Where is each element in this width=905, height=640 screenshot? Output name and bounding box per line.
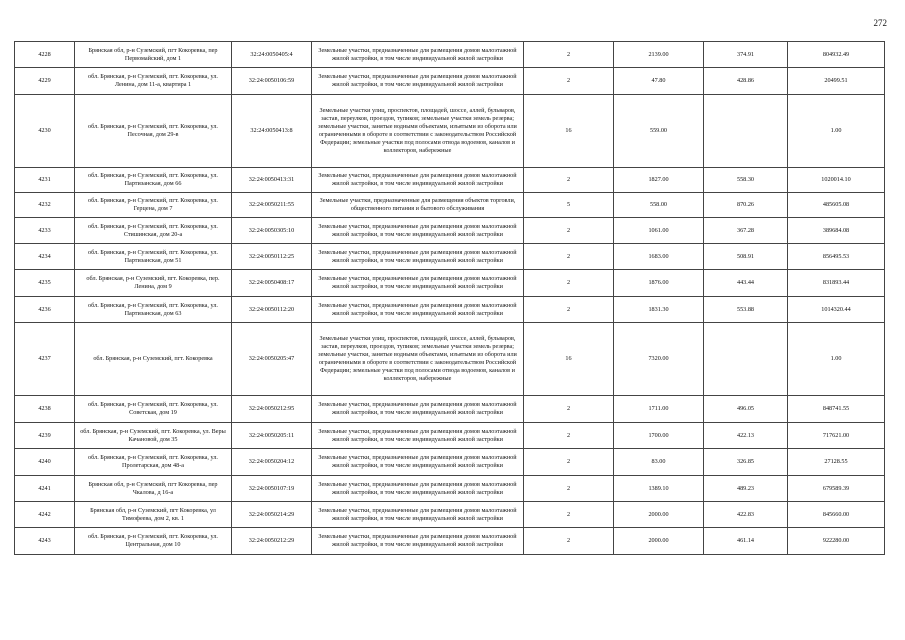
address-cell: обл. Брянская, р-н Суземский, пгт. Кокоревка, ул. Песочная, дом 29-в [75, 95, 232, 168]
cadastral-value-cell: 485605.08 [788, 193, 885, 218]
land-use-cell: Земельные участки, предназначенные для размещения домов малоэтажной жилой застройки, в том числе индивидуальной жилой застройки [312, 502, 524, 528]
use-code-cell: 2 [524, 502, 614, 528]
use-code-cell: 2 [524, 528, 614, 555]
use-code-cell: 5 [524, 193, 614, 218]
row-number-cell: 4243 [15, 528, 75, 555]
cadastral-number-cell: 32:24:0050112:20 [232, 297, 312, 323]
row-number-cell: 4234 [15, 244, 75, 270]
land-use-cell: Земельные участки, предназначенные для размещения домов малоэтажной жилой застройки, в том числе индивидуальной жилой застройки [312, 476, 524, 502]
cadastral-number-cell: 32:24:0050405:4 [232, 42, 312, 68]
use-code-cell: 2 [524, 476, 614, 502]
use-code-cell: 2 [524, 423, 614, 449]
area-cell: 1700.00 [614, 423, 704, 449]
use-code-cell: 2 [524, 270, 614, 297]
specific-value-cell [704, 323, 788, 396]
cadastral-number-cell: 32:24:0050408:17 [232, 270, 312, 297]
row-number-cell: 4233 [15, 218, 75, 244]
cadastral-value-cell: 1020014.10 [788, 168, 885, 193]
area-cell: 1827.00 [614, 168, 704, 193]
address-cell: обл. Брянская, р-н Суземский, пгт. Кокоревка, ул. Пролетарская, дом 48-а [75, 449, 232, 476]
cadastral-number-cell: 32:24:0050106:59 [232, 68, 312, 95]
use-code-cell: 2 [524, 168, 614, 193]
row-number-cell: 4235 [15, 270, 75, 297]
cadastral-value-cell: 856495.53 [788, 244, 885, 270]
specific-value-cell: 496.05 [704, 396, 788, 423]
table-row [15, 193, 885, 218]
cadastral-number-cell: 32:24:0050212:29 [232, 528, 312, 555]
row-number-cell: 4242 [15, 502, 75, 528]
area-cell: 1389.10 [614, 476, 704, 502]
address-cell: обл. Брянская, р-н Суземский, пгт. Кокоревка, ул. Советская, дом 19 [75, 396, 232, 423]
specific-value-cell: 508.91 [704, 244, 788, 270]
area-cell: 2139.00 [614, 42, 704, 68]
cadastral-number-cell: 32:24:0050214:29 [232, 502, 312, 528]
cadastral-number-cell: 32:24:0050205:47 [232, 323, 312, 396]
address-cell: Брянская обл, р-н Суземский, пгт Кокоревка, ул Тимофеева, дом 2, кв. 1 [75, 502, 232, 528]
use-code-cell: 2 [524, 396, 614, 423]
table-row [15, 270, 885, 297]
cadastral-value-cell: 804932.49 [788, 42, 885, 68]
land-use-cell: Земельные участки, предназначенные для размещения домов малоэтажной жилой застройки, в том числе индивидуальной жилой застройки [312, 42, 524, 68]
row-number-cell: 4229 [15, 68, 75, 95]
cadastral-value-cell: 1.00 [788, 323, 885, 396]
address-cell: обл. Брянская, р-н Суземский, пгт. Кокоревка, ул. Партизанская, дом 51 [75, 244, 232, 270]
specific-value-cell: 558.30 [704, 168, 788, 193]
cadastral-number-cell: 32:24:0050107:19 [232, 476, 312, 502]
address-cell: обл. Брянская, р-н Суземский, пгт. Кокоревка, пер. Ленина, дом 9 [75, 270, 232, 297]
table-row [15, 68, 885, 95]
table-row [15, 396, 885, 423]
cadastral-value-cell: 20499.51 [788, 68, 885, 95]
table-row [15, 528, 885, 555]
land-use-cell: Земельные участки, предназначенные для размещения домов малоэтажной жилой застройки, в том числе индивидуальной жилой застройки [312, 244, 524, 270]
land-use-cell: Земельные участки, предназначенные для размещения домов малоэтажной жилой застройки, в том числе индивидуальной жилой застройки [312, 168, 524, 193]
row-number-cell: 4237 [15, 323, 75, 396]
cadastral-value-cell: 1014320.44 [788, 297, 885, 323]
land-use-cell: Земельные участки, предназначенные для размещения домов малоэтажной жилой застройки, в том числе индивидуальной жилой застройки [312, 297, 524, 323]
row-number-cell: 4228 [15, 42, 75, 68]
land-use-cell: Земельные участки, предназначенные для размещения домов малоэтажной жилой застройки, в том числе индивидуальной жилой застройки [312, 449, 524, 476]
cadastral-value-cell: 389684.08 [788, 218, 885, 244]
table-row [15, 476, 885, 502]
table-row [15, 297, 885, 323]
table-row [15, 502, 885, 528]
land-use-cell: Земельные участки улиц, проспектов, площадей, шоссе, аллей, бульваров, застав, переулков, проездов, тупиков; земельные участки земель резерва; земельные участки, занятые водными объектами, изъятыми из оборота или ограниченными в обороте в соответствии с законодательством Российской Федерации; земельные участки под полосами отвода водоемов, каналов и коллекторов, набережные [312, 323, 524, 396]
land-use-cell: Земельные участки, предназначенные для размещения домов малоэтажной жилой застройки, в том числе индивидуальной жилой застройки [312, 68, 524, 95]
specific-value-cell: 422.13 [704, 423, 788, 449]
specific-value-cell [704, 95, 788, 168]
cadastral-number-cell: 32:24:0050204:12 [232, 449, 312, 476]
land-use-cell: Земельные участки, предназначенные для размещения домов малоэтажной жилой застройки, в том числе индивидуальной жилой застройки [312, 423, 524, 449]
row-number-cell: 4231 [15, 168, 75, 193]
specific-value-cell: 461.14 [704, 528, 788, 555]
specific-value-cell: 367.28 [704, 218, 788, 244]
use-code-cell: 2 [524, 68, 614, 95]
table-body [15, 42, 885, 555]
table-row [15, 42, 885, 68]
cadastral-number-cell: 32:24:0050413:31 [232, 168, 312, 193]
cadastral-value-cell: 848741.55 [788, 396, 885, 423]
specific-value-cell: 870.26 [704, 193, 788, 218]
use-code-cell: 16 [524, 95, 614, 168]
area-cell: 2000.00 [614, 502, 704, 528]
cadastral-value-cell: 27128.55 [788, 449, 885, 476]
specific-value-cell: 489.23 [704, 476, 788, 502]
cadastral-value-cell: 717621.00 [788, 423, 885, 449]
cadastral-number-cell: 32:24:0050112:25 [232, 244, 312, 270]
row-number-cell: 4241 [15, 476, 75, 502]
address-cell: обл. Брянская, р-н Суземский, пгт. Кокоревка, ул. Ленина, дом 11-а, квартира 1 [75, 68, 232, 95]
cadastral-value-cell: 1.00 [788, 95, 885, 168]
area-cell: 1711.00 [614, 396, 704, 423]
table-row [15, 168, 885, 193]
cadastral-value-cell: 831893.44 [788, 270, 885, 297]
cadastral-value-cell: 922280.00 [788, 528, 885, 555]
cadastral-number-cell: 32:24:0050205:11 [232, 423, 312, 449]
address-cell: обл. Брянская, р-н Суземский, пгт. Кокоревка, ул. Стишинская, дом 20-а [75, 218, 232, 244]
row-number-cell: 4230 [15, 95, 75, 168]
table-row [15, 95, 885, 168]
address-cell: обл. Брянская, р-н Суземский, пгт. Кокоревка, ул. Герцена, дом 7 [75, 193, 232, 218]
cadastral-number-cell: 32:24:0050413:8 [232, 95, 312, 168]
area-cell: 1831.30 [614, 297, 704, 323]
address-cell: Брянская обл, р-н Суземский, пгт Кокоревка, пер Первомайский, дом 1 [75, 42, 232, 68]
address-cell: обл. Брянская, р-н Суземский, пгт. Кокоревка, ул. Партизанская, дом 63 [75, 297, 232, 323]
land-use-cell: Земельные участки улиц, проспектов, площадей, шоссе, аллей, бульваров, застав, переулков, проездов, тупиков; земельные участки земель резерва; земельные участки, занятые водными объектами, изъятыми из оборота или ограниченными в обороте в соответствии с законодательством Российской Федерации; земельные участки под полосами отвода водоемов, каналов и коллекторов, набережные [312, 95, 524, 168]
row-number-cell: 4236 [15, 297, 75, 323]
use-code-cell: 2 [524, 218, 614, 244]
use-code-cell: 16 [524, 323, 614, 396]
row-number-cell: 4232 [15, 193, 75, 218]
area-cell: 1683.00 [614, 244, 704, 270]
use-code-cell: 2 [524, 244, 614, 270]
use-code-cell: 2 [524, 449, 614, 476]
address-cell: обл. Брянская, р-н Суземский, пгт. Кокоревка, ул. Партизанская, дом 66 [75, 168, 232, 193]
table-row [15, 244, 885, 270]
land-registry-table [14, 41, 885, 555]
page-number: 272 [873, 18, 887, 28]
use-code-cell: 2 [524, 42, 614, 68]
address-cell: Брянская обл, р-н Суземский, пгт Кокоревка, пер Чкалова, д 16-а [75, 476, 232, 502]
table-row [15, 323, 885, 396]
land-use-cell: Земельные участки, предназначенные для размещения домов малоэтажной жилой застройки, в том числе индивидуальной жилой застройки [312, 528, 524, 555]
area-cell: 83.00 [614, 449, 704, 476]
area-cell: 2000.00 [614, 528, 704, 555]
table-row [15, 423, 885, 449]
specific-value-cell: 443.44 [704, 270, 788, 297]
specific-value-cell: 326.85 [704, 449, 788, 476]
address-cell: обл. Брянская, р-н Суземский, пгт. Кокоревка, ул. Веры Качановой, дом 35 [75, 423, 232, 449]
address-cell: обл. Брянская, р-н Суземский, пгт. Кокоревка, ул. Центральная, дом 10 [75, 528, 232, 555]
cadastral-number-cell: 32:24:0050305:10 [232, 218, 312, 244]
land-use-cell: Земельные участки, предназначенные для размещения объектов торговли, общественного питания и бытового обслуживания [312, 193, 524, 218]
area-cell: 559.00 [614, 95, 704, 168]
cadastral-value-cell: 679589.39 [788, 476, 885, 502]
row-number-cell: 4238 [15, 396, 75, 423]
address-cell: обл. Брянская, р-н Суземский, пгт. Кокоревка [75, 323, 232, 396]
area-cell: 558.00 [614, 193, 704, 218]
row-number-cell: 4240 [15, 449, 75, 476]
table-row [15, 218, 885, 244]
row-number-cell: 4239 [15, 423, 75, 449]
land-use-cell: Земельные участки, предназначенные для размещения домов малоэтажной жилой застройки, в том числе индивидуальной жилой застройки [312, 218, 524, 244]
cadastral-number-cell: 32:24:0050212:95 [232, 396, 312, 423]
cadastral-value-cell: 845660.00 [788, 502, 885, 528]
table-row [15, 449, 885, 476]
land-use-cell: Земельные участки, предназначенные для размещения домов малоэтажной жилой застройки, в том числе индивидуальной жилой застройки [312, 396, 524, 423]
cadastral-number-cell: 32:24:0050211:55 [232, 193, 312, 218]
area-cell: 7320.00 [614, 323, 704, 396]
specific-value-cell: 428.86 [704, 68, 788, 95]
use-code-cell: 2 [524, 297, 614, 323]
area-cell: 1061.00 [614, 218, 704, 244]
specific-value-cell: 374.91 [704, 42, 788, 68]
area-cell: 47.80 [614, 68, 704, 95]
specific-value-cell: 422.83 [704, 502, 788, 528]
land-use-cell: Земельные участки, предназначенные для размещения домов малоэтажной жилой застройки, в том числе индивидуальной жилой застройки [312, 270, 524, 297]
area-cell: 1876.00 [614, 270, 704, 297]
specific-value-cell: 553.88 [704, 297, 788, 323]
